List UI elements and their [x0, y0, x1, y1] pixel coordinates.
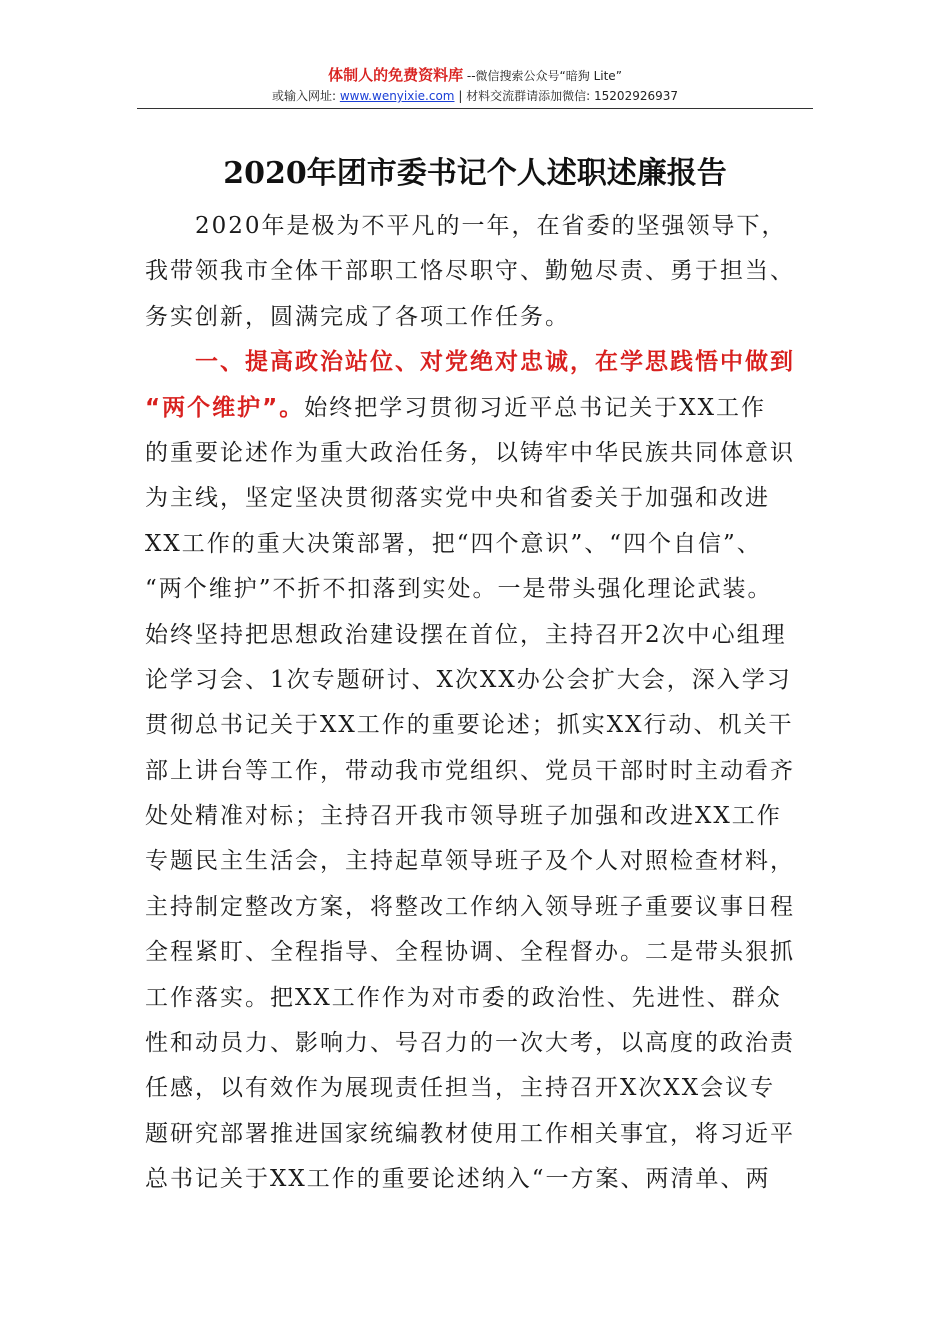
header-divider [137, 108, 813, 109]
header-wechat-note: --微信搜索公众号“暗狗 Lite” [463, 69, 622, 83]
body-line: 始终坚持把思想政治建设摆在首位，主持召开2次中心组理 [145, 621, 787, 648]
body-line-segment: 始终把学习贯彻习近平总书记关于XX工作 [304, 394, 766, 421]
body-line: 为主线，坚定坚决贯彻落实党中央和省委关于加强和改进 [145, 485, 770, 512]
header-contact: | 材料交流群请添加微信: 15202926937 [454, 89, 679, 103]
body-line: 部上讲台等工作，带动我市党组织、党员干部时时主动看齐 [145, 757, 795, 784]
body-line: 工作落实。把XX工作作为对市委的政治性、先进性、群众 [145, 984, 782, 1011]
header-url-prefix: 或输入网址: [271, 89, 340, 103]
header-url-link[interactable]: www.wenyixie.com [339, 89, 455, 103]
body-line: “两个维护”不折不扣落到实处。一是带头强化理论武装。 [145, 576, 773, 603]
body-line: 务实创新，圆满完成了各项工作任务。 [145, 303, 570, 330]
body-line: 全程紧盯、全程指导、全程协调、全程督办。二是带头狠抓 [145, 939, 795, 966]
body-line: 论学习会、1次专题研讨、X次XX办公会扩大会，深入学习 [145, 666, 792, 693]
body-line: 任感，以有效作为展现责任担当，主持召开X次XX会议专 [145, 1075, 776, 1102]
section-1-heading: 一、提高政治站位、对党绝对忠诚，在学思践悟中做到 [195, 349, 795, 376]
body-line: 专题民主生活会，主持起草领导班子及个人对照检查材料， [145, 848, 795, 875]
document-body [145, 204, 813, 1203]
body-line: 主持制定整改方案，将整改工作纳入领导班子重要议事日程 [145, 893, 795, 920]
header-line-2 [137, 87, 813, 105]
page-header [137, 64, 813, 105]
body-line: 性和动员力、影响力、号召力的一次大考，以高度的政治责 [145, 1030, 795, 1057]
body-line: 贯彻总书记关于XX工作的重要论述；抓实XX行动、机关干 [145, 712, 794, 739]
body-line: 2020年是极为不平凡的一年，在省委的坚强领导下， [195, 213, 787, 239]
body-line: 的重要论述作为重大政治任务，以铸牢中华民族共同体意识 [145, 439, 795, 466]
body-line: 我带领我市全体干部职工恪尽职守、勤勉尽责、勇于担当、 [145, 258, 795, 285]
body-line: XX工作的重大决策部署，把“四个意识”、“四个自信”、 [145, 530, 762, 557]
section-1-heading-end: “两个维护”。 [145, 394, 305, 421]
header-brand: 体制人的免费资料库 [328, 66, 464, 84]
body-line: 处处精准对标；主持召开我市领导班子加强和改进XX工作 [145, 803, 782, 830]
section-1-heading-continued [145, 386, 813, 431]
body-line: 总书记关于XX工作的重要论述纳入“一方案、两清单、两 [145, 1166, 771, 1193]
header-line-1 [137, 64, 813, 87]
body-line: 题研究部署推进国家统编教材使用工作相关事宜，将习近平 [145, 1120, 795, 1147]
document-title: 2020年团市委书记个人述职述廉报告 [223, 156, 727, 191]
